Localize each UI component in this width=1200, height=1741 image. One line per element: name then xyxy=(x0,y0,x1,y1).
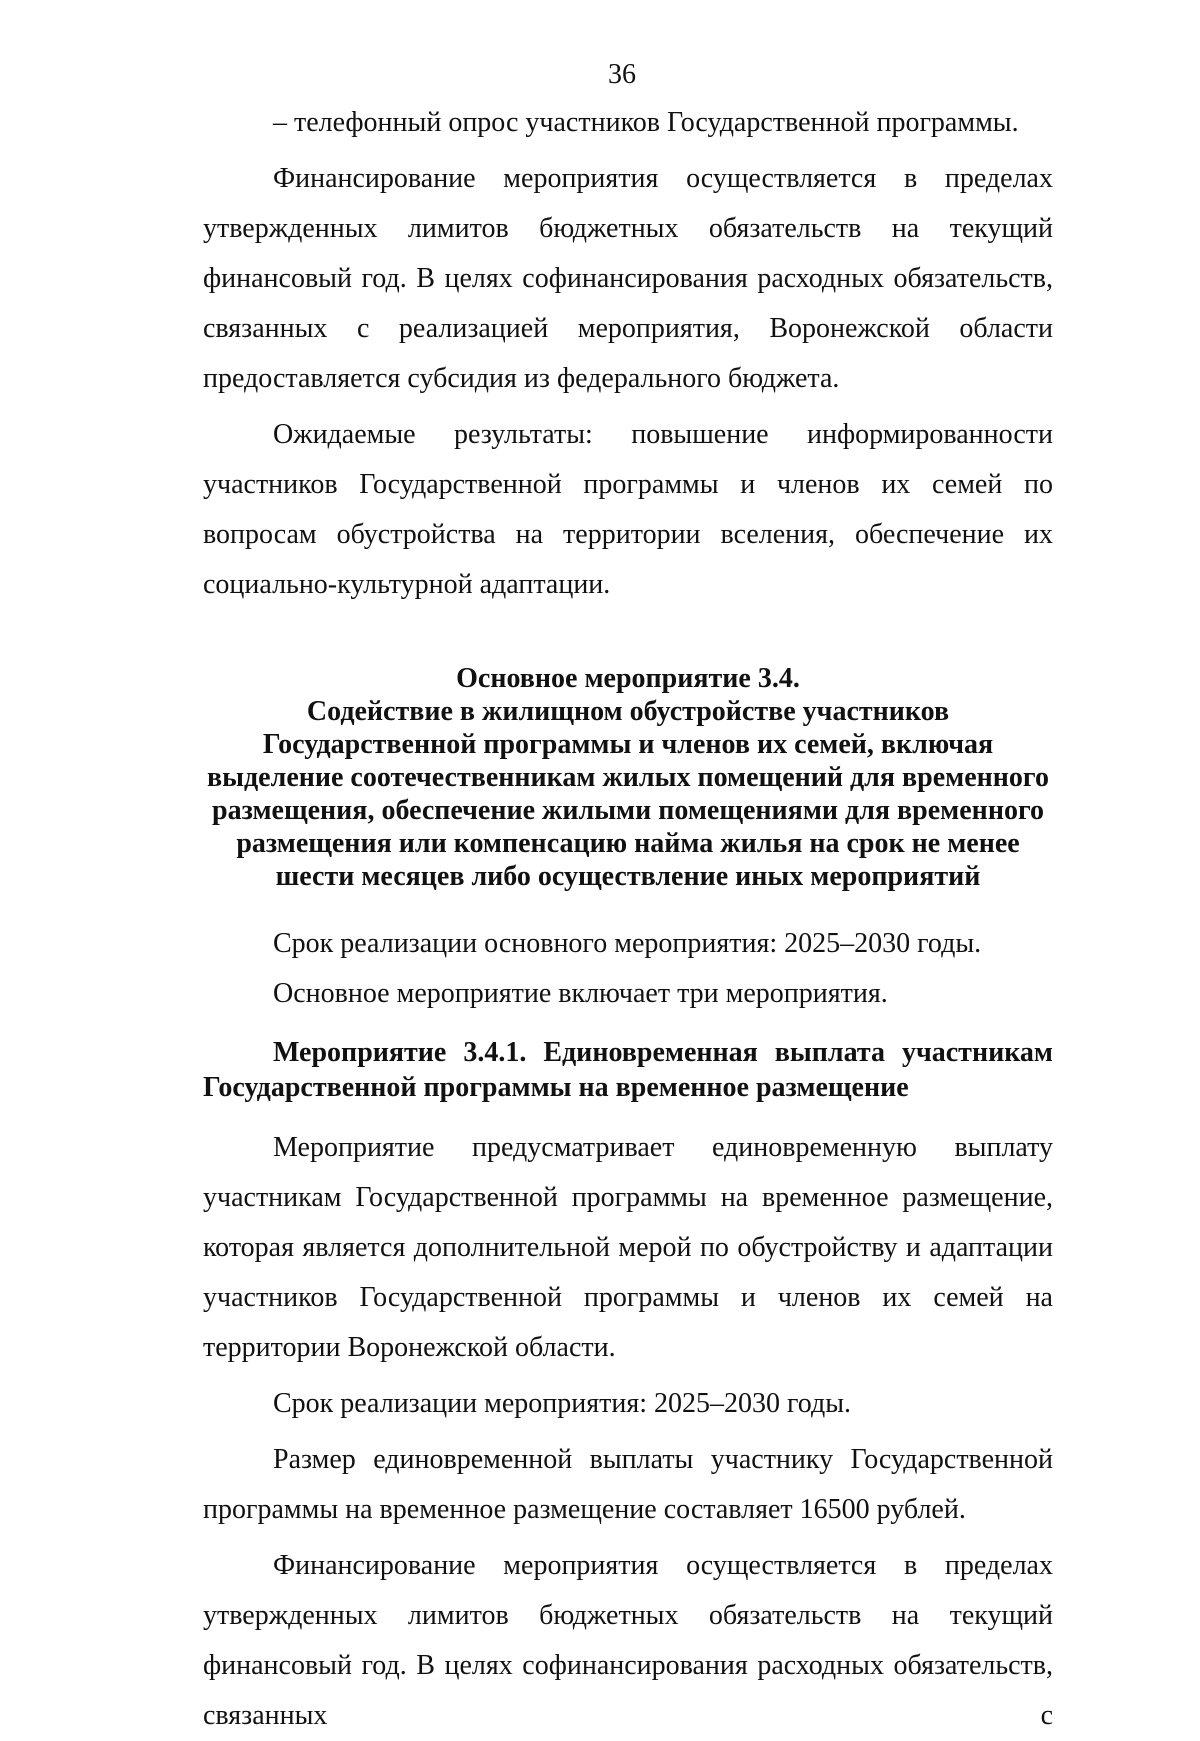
paragraph-financing: Финансирование мероприятия осуществляется в пределах утвержденных лимитов бюджетных обязательств на текущий финансовый год. В целях софинансирования расходных обязательств, связанных с реализацией мероприятия, Воронежской области предоставляется субсидия из федерального бюджета. xyxy=(203,163,1053,394)
heading-line: Основное мероприятие 3.4. xyxy=(456,663,800,694)
paragraph-expected-results: Ожидаемые результаты: повышение информированности участников Государственной программы и членов их семей по вопросам обустройства на территории вселения, обеспечение их социально-культурной адаптации. xyxy=(203,419,1053,600)
main-activity-heading xyxy=(203,662,1053,893)
paragraph-main-activity-term: Срок реализации основного мероприятия: 2025–2030 годы. xyxy=(273,928,982,959)
activity-3-4-1-heading: Мероприятие 3.4.1. Единовременная выплата участникам Государственной программы на временное размещение xyxy=(203,1037,1053,1103)
heading-line: шести месяцев либо осуществление иных мероприятий xyxy=(275,861,981,892)
paragraph-activity-term: Срок реализации мероприятия: 2025–2030 годы. xyxy=(273,1388,852,1419)
page-number: 36 xyxy=(608,59,636,90)
paragraph-activity-description: Мероприятие предусматривает единовременную выплату участникам Государственной программы на временное размещение, которая является дополнительной мерой по обустройству и адаптации участников Государственной программы и членов их семей на территории Воронежской области. xyxy=(203,1132,1053,1363)
paragraph-payment-amount: Размер единовременной выплаты участнику Государственной программы на временное размещение составляет 16500 рублей. xyxy=(203,1444,1053,1525)
heading-line: Содействие в жилищном обустройстве участников xyxy=(306,696,950,727)
heading-line: выделение соотечественникам жилых помещений для временного xyxy=(207,762,1049,793)
paragraph-main-activity-contents: Основное мероприятие включает три мероприятия. xyxy=(273,978,888,1009)
paragraph-activity-financing: Финансирование мероприятия осуществляется в пределах утвержденных лимитов бюджетных обязательств на текущий финансовый год. В целях софинансирования расходных обязательств, связанных с xyxy=(203,1550,1053,1731)
paragraph-telephone-survey: – телефонный опрос участников Государственной программы. xyxy=(273,107,1019,138)
heading-line: размещения или компенсацию найма жилья на срок не менее xyxy=(236,828,1020,859)
heading-line: размещения, обеспечение жилыми помещениями для временного xyxy=(212,795,1044,826)
heading-line: Государственной программы и членов их семей, включая xyxy=(262,729,994,760)
